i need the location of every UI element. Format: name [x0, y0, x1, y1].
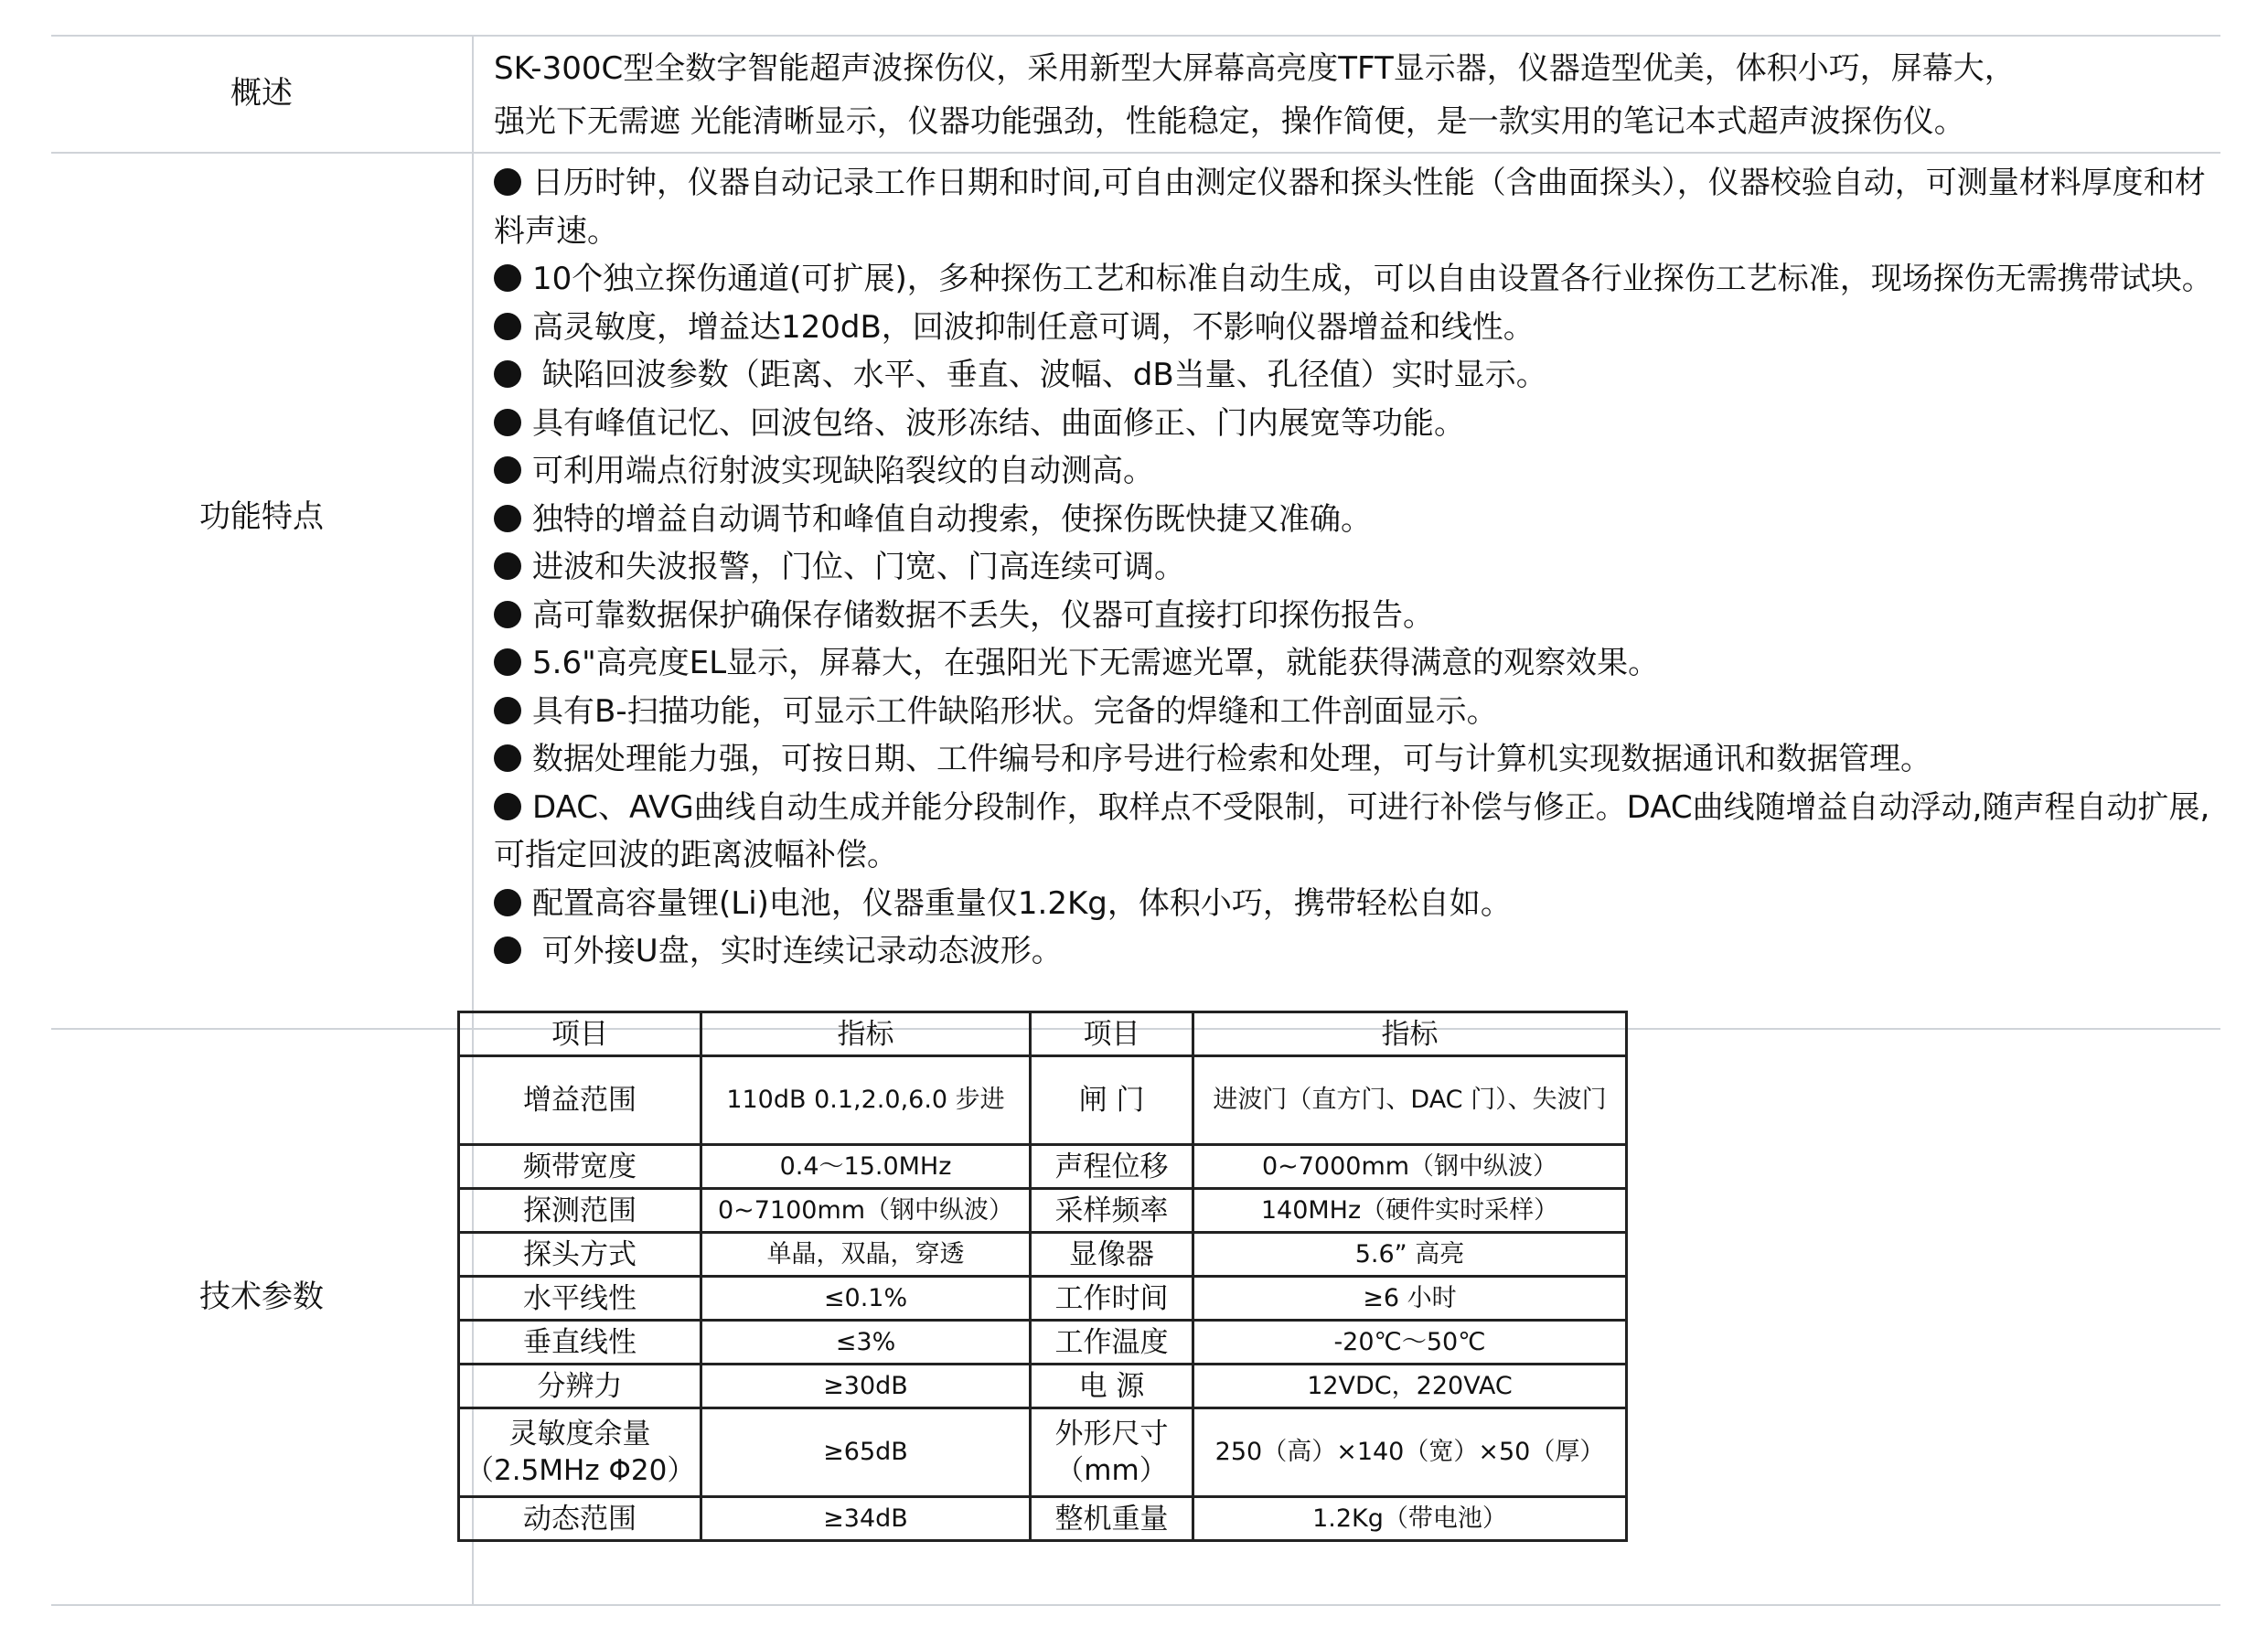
feature-item — [494, 159, 2213, 255]
feature-item — [494, 639, 2213, 688]
feature-item — [494, 447, 2213, 496]
spec-cell: 外形尺寸（mm） — [1031, 1408, 1193, 1497]
bullet-icon — [494, 552, 521, 580]
spec-cell: 进波门（直方门、DAC 门）、失波门 — [1193, 1056, 1627, 1145]
feature-text: 可利用端点衍射波实现缺陷裂纹的自动测高。 — [532, 453, 1154, 489]
feature-text: 10个独立探伤通道(可扩展)，多种探伤工艺和标准自动生成，可以自由设置各行业探伤工艺标准，现场探伤无需携带试块。 — [532, 261, 2213, 297]
bullet-icon — [494, 505, 521, 532]
spec-cell: 250（高）×140（宽）×50（厚） — [1193, 1408, 1627, 1497]
spec-row — [459, 1056, 1627, 1145]
bullet-icon — [494, 744, 521, 772]
feature-text: 具有B-扫描功能，可显示工件缺陷形状。完备的焊缝和工件剖面显示。 — [532, 692, 1498, 730]
feature-item — [494, 688, 2213, 736]
spec-cell: 分辨力 — [459, 1365, 701, 1408]
spec-row — [459, 1321, 1627, 1365]
overview-line-2: 强光下无需遮 光能清晰显示，仪器功能强劲，性能稳定，操作简便，是一款实用的笔记本式超声波探伤仪。 — [494, 103, 1965, 140]
spec-cell: 水平线性 — [459, 1277, 701, 1321]
spec-header-cell: 指标 — [1193, 1012, 1627, 1056]
spec-cell: 5.6” 高亮 — [1193, 1233, 1627, 1277]
spec-table — [457, 1011, 1628, 1542]
bullet-icon — [494, 793, 521, 820]
overview-line-1: SK-300C型全数字智能超声波探伤仪，采用新型大屏幕高亮度TFT显示器，仪器造型优美，体积小巧，屏幕大， — [494, 50, 2016, 87]
spec-cell: ≥30dB — [701, 1365, 1031, 1408]
feature-item — [494, 543, 2213, 592]
overview-label: 概述 — [230, 75, 293, 112]
bullet-icon — [494, 313, 521, 340]
bullet-icon — [494, 601, 521, 628]
feature-item — [494, 255, 2213, 304]
spec-cell: 探测范围 — [459, 1189, 701, 1233]
spec-cell: 采样频率 — [1031, 1189, 1193, 1233]
feature-text: 高灵敏度，增益达120dB，回波抑制任意可调，不影响仪器增益和线性。 — [532, 308, 1535, 346]
bullet-icon — [494, 889, 521, 916]
spec-row — [459, 1408, 1627, 1497]
feature-text: 具有峰值记忆、回波包络、波形冻结、曲面修正、门内展宽等功能。 — [532, 404, 1465, 442]
spec-cell: ≤0.1% — [701, 1277, 1031, 1321]
spec-row — [459, 1497, 1627, 1541]
feature-text: 5.6"高亮度EL显示，屏幕大，在强阳光下无需遮光罩，就能获得满意的观察效果。 — [532, 645, 1660, 681]
spec-cell: 0~7100mm（钢中纵波） — [701, 1189, 1031, 1233]
spec-row — [459, 1145, 1627, 1189]
feature-item — [494, 496, 2213, 544]
spec-header-row — [459, 1012, 1627, 1056]
spec-row — [459, 1365, 1627, 1408]
bullet-icon — [494, 937, 521, 964]
specs-label: 技术参数 — [199, 1279, 324, 1315]
feature-item — [494, 735, 2213, 784]
features-list — [494, 159, 2213, 976]
feature-item — [494, 400, 2213, 448]
spec-cell: 110dB 0.1,2.0,6.0 步进 — [701, 1056, 1031, 1145]
feature-item — [494, 784, 2213, 880]
features-label: 功能特点 — [199, 498, 324, 535]
feature-text: 可外接U盘，实时连续记录动态波形。 — [532, 933, 1063, 969]
bullet-icon — [494, 456, 521, 484]
spec-row — [459, 1189, 1627, 1233]
spec-cell: 探头方式 — [459, 1233, 701, 1277]
spec-cell: 灵敏度余量（2.5MHz Φ20） — [459, 1408, 701, 1497]
spec-cell: 0.4～15.0MHz — [701, 1145, 1031, 1189]
spec-cell: 12VDC，220VAC — [1193, 1365, 1627, 1408]
spec-cell: ≤3% — [701, 1321, 1031, 1365]
feature-item — [494, 304, 2213, 352]
spec-cell: 电 源 — [1031, 1365, 1193, 1408]
spec-cell: -20℃～50℃ — [1193, 1321, 1627, 1365]
spec-cell: 频带宽度 — [459, 1145, 701, 1189]
spec-cell: 0~7000mm（钢中纵波） — [1193, 1145, 1627, 1189]
spec-cell: 单晶，双晶，穿透 — [701, 1233, 1031, 1277]
spec-cell: 整机重量 — [1031, 1497, 1193, 1541]
divider-top — [51, 35, 2220, 37]
feature-text: DAC、AVG曲线自动生成并能分段制作，取样点不受限制，可进行补偿与修正。DAC曲线随增益自动浮动,随声程自动扩展,可指定回波的距离波幅补偿。 — [494, 788, 2210, 873]
spec-cell: 显像器 — [1031, 1233, 1193, 1277]
feature-item — [494, 927, 2213, 976]
feature-text: 配置高容量锂(Li)电池，仪器重量仅1.2Kg，体积小巧，携带轻松自如。 — [532, 884, 1512, 922]
spec-header-cell: 项目 — [459, 1012, 701, 1056]
spec-cell: 动态范围 — [459, 1497, 701, 1541]
spec-row — [459, 1277, 1627, 1321]
spec-cell: 工作温度 — [1031, 1321, 1193, 1365]
divider-bottom — [51, 1604, 2220, 1606]
feature-text: 缺陷回波参数（距离、水平、垂直、波幅、dB当量、孔径值）实时显示。 — [532, 357, 1547, 393]
spec-header-cell: 项目 — [1031, 1012, 1193, 1056]
bullet-icon — [494, 264, 521, 292]
overview-text — [494, 42, 2213, 148]
feature-text: 进波和失波报警，门位、门宽、门高连续可调。 — [532, 549, 1185, 585]
spec-cell: ≥65dB — [701, 1408, 1031, 1497]
bullet-icon — [494, 360, 521, 388]
feature-text: 数据处理能力强，可按日期、工件编号和序号进行检索和处理，可与计算机实现数据通讯和数据管理。 — [532, 741, 1931, 777]
feature-item — [494, 880, 2213, 928]
feature-item — [494, 592, 2213, 640]
spec-cell: 垂直线性 — [459, 1321, 701, 1365]
spec-cell: ≥34dB — [701, 1497, 1031, 1541]
spec-cell: ≥6 小时 — [1193, 1277, 1627, 1321]
feature-item — [494, 351, 2213, 400]
spec-cell: 1.2Kg（带电池） — [1193, 1497, 1627, 1541]
feature-text: 日历时钟，仪器自动记录工作日期和时间,可自由测定仪器和探头性能（含曲面探头），仪器校验自动，可测量材料厚度和材料声速。 — [494, 165, 2206, 250]
feature-text: 独特的增益自动调节和峰值自动搜索，使探伤既快捷又准确。 — [532, 500, 1372, 538]
divider-overview — [51, 152, 2220, 154]
bullet-icon — [494, 168, 521, 196]
spec-header-cell: 指标 — [701, 1012, 1031, 1056]
spec-row — [459, 1233, 1627, 1277]
spec-cell: 闸 门 — [1031, 1056, 1193, 1145]
spec-cell: 增益范围 — [459, 1056, 701, 1145]
spec-cell: 声程位移 — [1031, 1145, 1193, 1189]
spec-cell: 工作时间 — [1031, 1277, 1193, 1321]
bullet-icon — [494, 697, 521, 724]
bullet-icon — [494, 409, 521, 436]
bullet-icon — [494, 648, 521, 676]
spec-cell: 140MHz（硬件实时采样） — [1193, 1189, 1627, 1233]
feature-text: 高可靠数据保护确保存储数据不丢失，仪器可直接打印探伤报告。 — [532, 596, 1434, 634]
